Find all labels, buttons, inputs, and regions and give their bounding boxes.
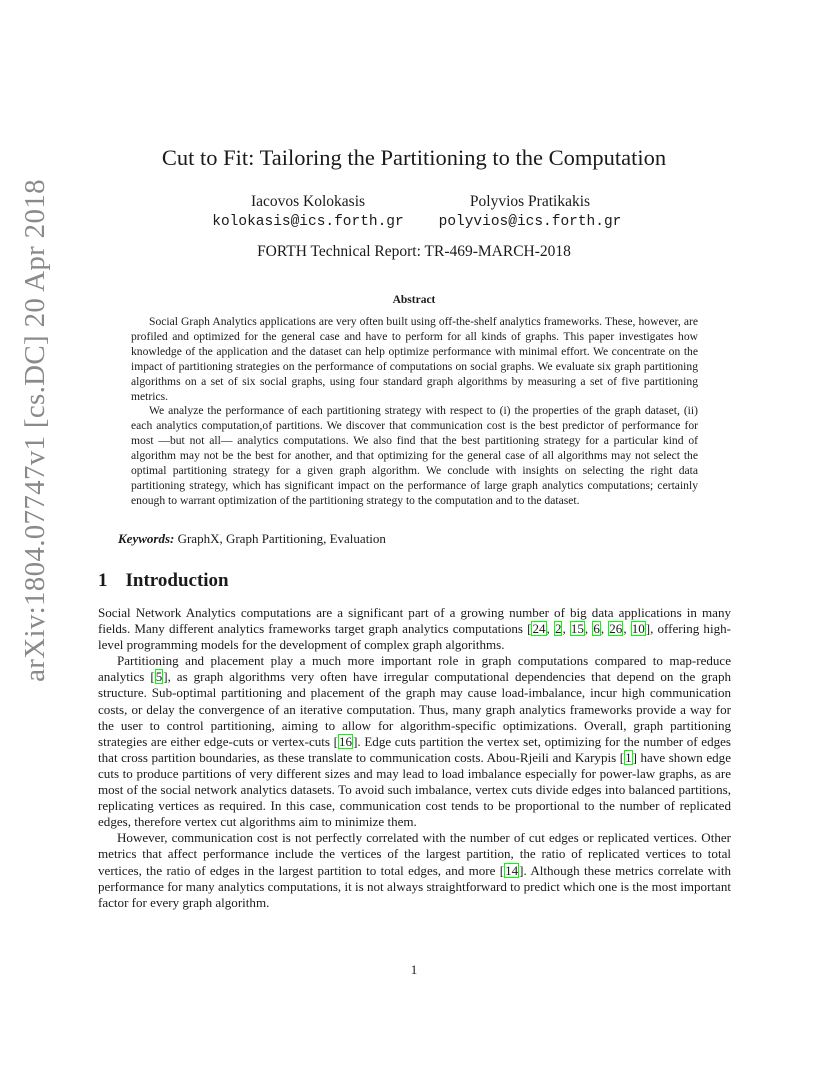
page-number: 1 — [410, 962, 418, 977]
abstract-paragraph: Social Graph Analytics applications are very often built using off-the-shelf analytics frameworks. These, however, are profiled and optimized for the general case and have to perform for all kinds of graphs. This paper investigates how knowledge of the application and the dataset can help optimize performance with minimal effort. We concentrate on the impact of partitioning strategies on the performance of computations on social graphs. We evaluate six graph partitioning algorithms on a set of six social graphs, using four standard graph algorithms by measuring a set of five partitioning metrics. — [131, 315, 698, 403]
paper-title: Cut to Fit: Tailoring the Partitioning to the Computation — [161, 145, 667, 170]
citation-link[interactable]: 26 — [609, 621, 623, 637]
body-paragraph: However, communication cost is not perfectly correlated with the number of cut edges or replicated vertices. Other metrics that affect performance include the vertices of the largest partition, the ratio of replicated vertices to total vertices, the ratio of edges in the largest partition to total edges, and more [14]. Although these metrics correlate with performance for many analytics computations, it is not always straightforward to predict which one is the most important factor for every graph algorithm. — [98, 830, 732, 910]
citation-link[interactable]: 1 — [625, 749, 632, 765]
body-paragraph: Partitioning and placement play a much more important role in graph computations compared to map-reduce analytics [5], as graph algorithms very often have irregular computational dependencies that depend on the graph structure. Sub-optimal partitioning and placement of the graph may cause load-imbalance, incur high communication costs, or delay the convergence of an iterative computation. Thus, many graph analytics frameworks provide a way for the user to control partitioning, aiming to allow for algorithm-specific optimizations. Overall, graph partitioning strategies are either edge-cuts or vertex-cuts [16]. Edge cuts partition the vertex set, optimizing for the number of edges that cross partition boundaries, as these translate to communication costs. Abou-Rjeili and Karypis [1] have shown edge cuts to produce partitions of very different sizes and may lead to load imbalance especially for power-law graphs, as are most of the social network analytics datasets. To avoid such imbalance, vertex cuts divide edges into balanced partitions, replicating vertices as required. In this case, communication cost tends to be proportional to the number of replicated edges, therefore vertex cut algorithms aim to minimize them. — [98, 653, 731, 830]
abstract-heading: Abstract — [392, 294, 436, 306]
introduction-body — [98, 605, 731, 911]
author-name: Iacovos Kolokasis — [250, 193, 366, 210]
author-2 — [400, 192, 660, 232]
citation-link[interactable]: 14 — [505, 862, 519, 878]
citation-link[interactable]: 5 — [155, 669, 163, 685]
keywords-line — [118, 531, 386, 547]
body-paragraph: Social Network Analytics computations are a significant part of a growing number of big data applications in many fields. Many different analytics frameworks target graph analytics computations [24, 2, 15, 6, 26, 10], offering high-level programming models for the development of complex graph algorithms. — [98, 605, 731, 653]
arxiv-identifier: arXiv:1804.07747v1 [cs.DC] 20 Apr 2018 — [18, 178, 51, 682]
section-number: 1 — [98, 570, 108, 591]
section-heading-introduction — [98, 570, 229, 592]
citation-link[interactable]: 6 — [593, 621, 600, 637]
author-1 — [178, 192, 438, 232]
report-number: FORTH Technical Report: TR-469-MARCH-2018 — [257, 243, 571, 260]
abstract-paragraph: We analyze the performance of each partitioning strategy with respect to (i) the properties of the graph dataset, (ii) each analytics computation,of partitions. We discover that communication cost is the best predictor of performance for most —but not all— analytics computations. We also find that the best partitioning strategy for a particular kind of algorithm may not be the best for another, and that optimizing for the general case of all algorithms may not select the optimal partitioning strategy for a given graph algorithm. We conclude with insights on selecting the right data partitioning strategy, which has significant impact on the performance of large graph analytics computations; certainly enough to warrant optimization of the partitioning strategy to the computation and to the dataset. — [131, 404, 698, 507]
citation-link[interactable]: 10 — [631, 621, 645, 637]
author-email[interactable]: kolokasis@ics.forth.gr — [212, 214, 404, 230]
citation-link[interactable]: 24 — [532, 621, 546, 637]
author-name: Polyvios Pratikakis — [469, 193, 591, 210]
citation-link[interactable]: 15 — [570, 621, 584, 637]
keywords-text: GraphX, Graph Partitioning, Evaluation — [177, 531, 386, 546]
author-email[interactable]: polyvios@ics.forth.gr — [438, 214, 622, 230]
abstract-body — [131, 315, 698, 509]
citation-link[interactable]: 2 — [554, 621, 562, 637]
citation-link[interactable]: 16 — [339, 733, 353, 749]
keywords-label: Keywords: — [118, 531, 175, 546]
section-title: Introduction — [125, 570, 229, 591]
